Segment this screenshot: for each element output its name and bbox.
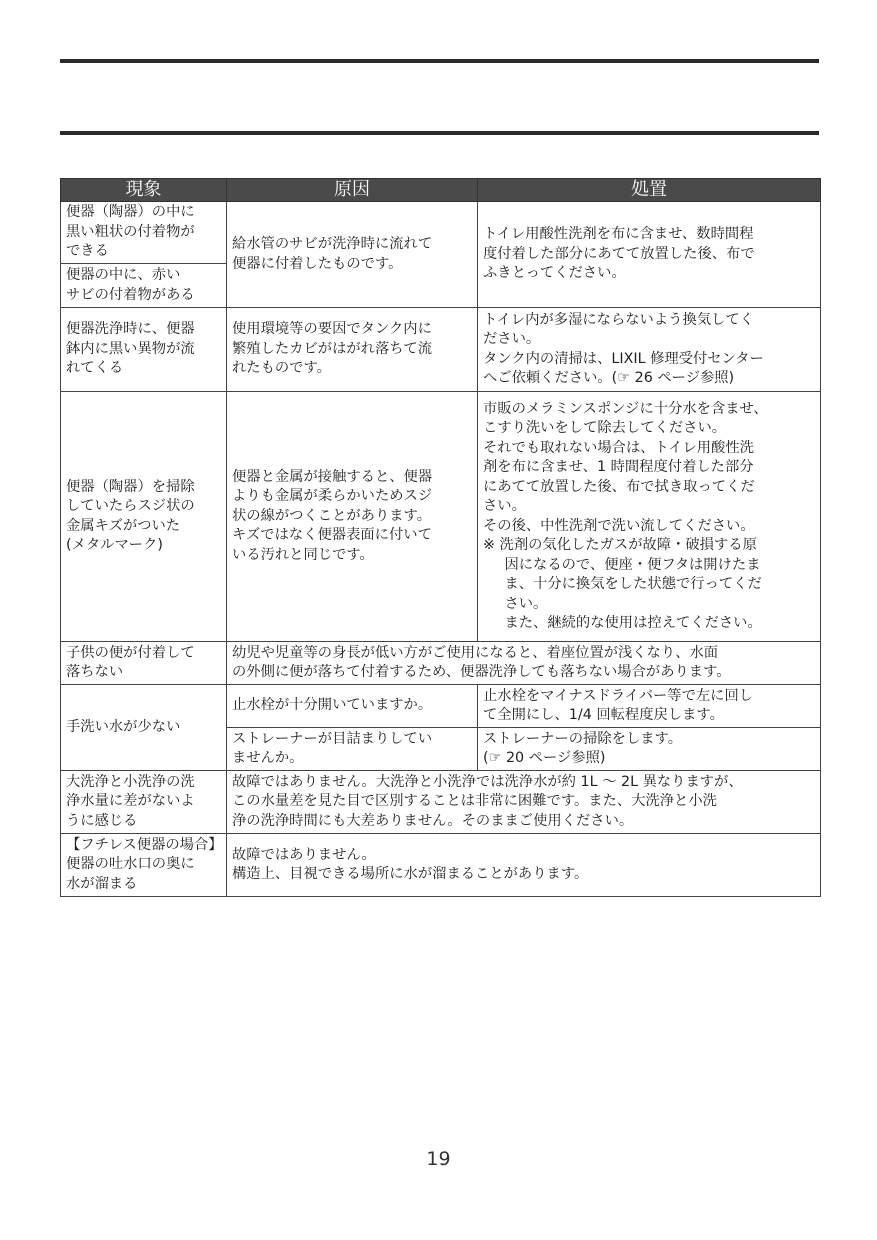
remedy-cell: 止水栓をマイナスドライバー等で左に回し て全開にし、1/4 回転程度戻します。 — [478, 685, 821, 728]
cause-cell: 給水管のサビが洗浄時に流れて 便器に付着したものです。 — [227, 202, 478, 308]
header-symptom: 現象 — [61, 179, 227, 202]
symptom-cell: 【フチレス便器の場合】 便器の吐水口の奥に 水が溜まる — [61, 834, 227, 897]
table-row — [61, 771, 821, 834]
cause-cell: 便器と金属が接触すると、便器 よりも金属が柔らかいためスジ 状の線がつくことがあります。 キズではなく便器表面に付いて いる汚れと同じです。 — [227, 392, 478, 642]
remedy-cell: ストレーナーの掃除をします。 (☞ 20 ページ参照) — [478, 728, 821, 771]
header-cause: 原因 — [227, 179, 478, 202]
table-row — [61, 392, 821, 642]
troubleshooting-table — [60, 178, 821, 897]
remedy-text: 市販のメラミンスポンジに十分水を含ませ、 こすり洗いをして除去してください。 それでも取れない場合は、トイレ用酸性洗 剤を布に含ませ、1 時間程度付着した部分 にあてて放置した後、布で拭き取ってくだ さい。 その後、中性洗剤で洗い流してください。 — [483, 400, 768, 534]
remedy-cell: トイレ内が多湿にならないよう換気してく ださい。 タンク内の清掃は、LIXIL 修理受付センター へご依頼ください。(☞ 26 ページ参照) — [478, 308, 821, 392]
page-number: 19 — [426, 1148, 451, 1170]
cause-remedy-cell: 故障ではありません。 構造上、目視できる場所に水が溜まることがあります。 — [227, 834, 821, 897]
table-row — [61, 834, 821, 897]
symptom-cell: 便器洗浄時に、便器 鉢内に黒い異物が流 れてくる — [61, 308, 227, 392]
cause-remedy-cell: 幼児や児童等の身長が低い方がご使用になると、着座位置が浅くなり、水面 の外側に便が落ちて付着するため、便器洗浄しても落ちない場合があります。 — [227, 642, 821, 685]
caution-note: ※ 洗剤の気化したガスが故障・破損する原 因になるので、便座・便フタは開けたま ま、十分に換気をした状態で行ってくだ さい。 また、継続的な使用は控えてください。 — [483, 537, 762, 631]
table-row — [61, 308, 821, 392]
symptom-cell: 便器（陶器）の中に 黒い粗状の付着物が できる — [61, 202, 227, 264]
remedy-cell: トイレ用酸性洗剤を布に含ませ、数時間程 度付着した部分にあてて放置した後、布で ふきとってください。 — [478, 202, 821, 308]
symptom-cell: 大洗浄と小洗浄の洗 浄水量に差がないよ うに感じる — [61, 771, 227, 834]
table-row — [61, 202, 821, 264]
table-row — [61, 642, 821, 685]
cause-remedy-cell: 故障ではありません。大洗浄と小洗浄では洗浄水が約 1L ～ 2L 異なりますが、 この水量差を見た目で区別することは非常に困難です。また、大洗浄と小洗 浄の洗浄時間にも大差ありません。そのままご使用ください。 — [227, 771, 821, 834]
table-row — [61, 685, 821, 728]
section-rule — [60, 131, 819, 135]
symptom-cell: 便器の中に、赤い サビの付着物がある — [61, 264, 227, 308]
symptom-cell: 子供の便が付着して 落ちない — [61, 642, 227, 685]
top-rule — [60, 59, 819, 63]
header-remedy: 処置 — [478, 179, 821, 202]
symptom-cell: 手洗い水が少ない — [61, 685, 227, 771]
cause-cell: ストレーナーが目詰まりしてい ませんか。 — [227, 728, 478, 771]
cause-cell: 使用環境等の要因でタンク内に 繁殖したカビがはがれ落ちて流 れたものです。 — [227, 308, 478, 392]
cause-cell: 止水栓が十分開いていますか。 — [227, 685, 478, 728]
symptom-cell: 便器（陶器）を掃除 していたらスジ状の 金属キズがついた (メタルマーク) — [61, 392, 227, 642]
table-header-row — [61, 179, 821, 202]
remedy-cell — [478, 392, 821, 642]
